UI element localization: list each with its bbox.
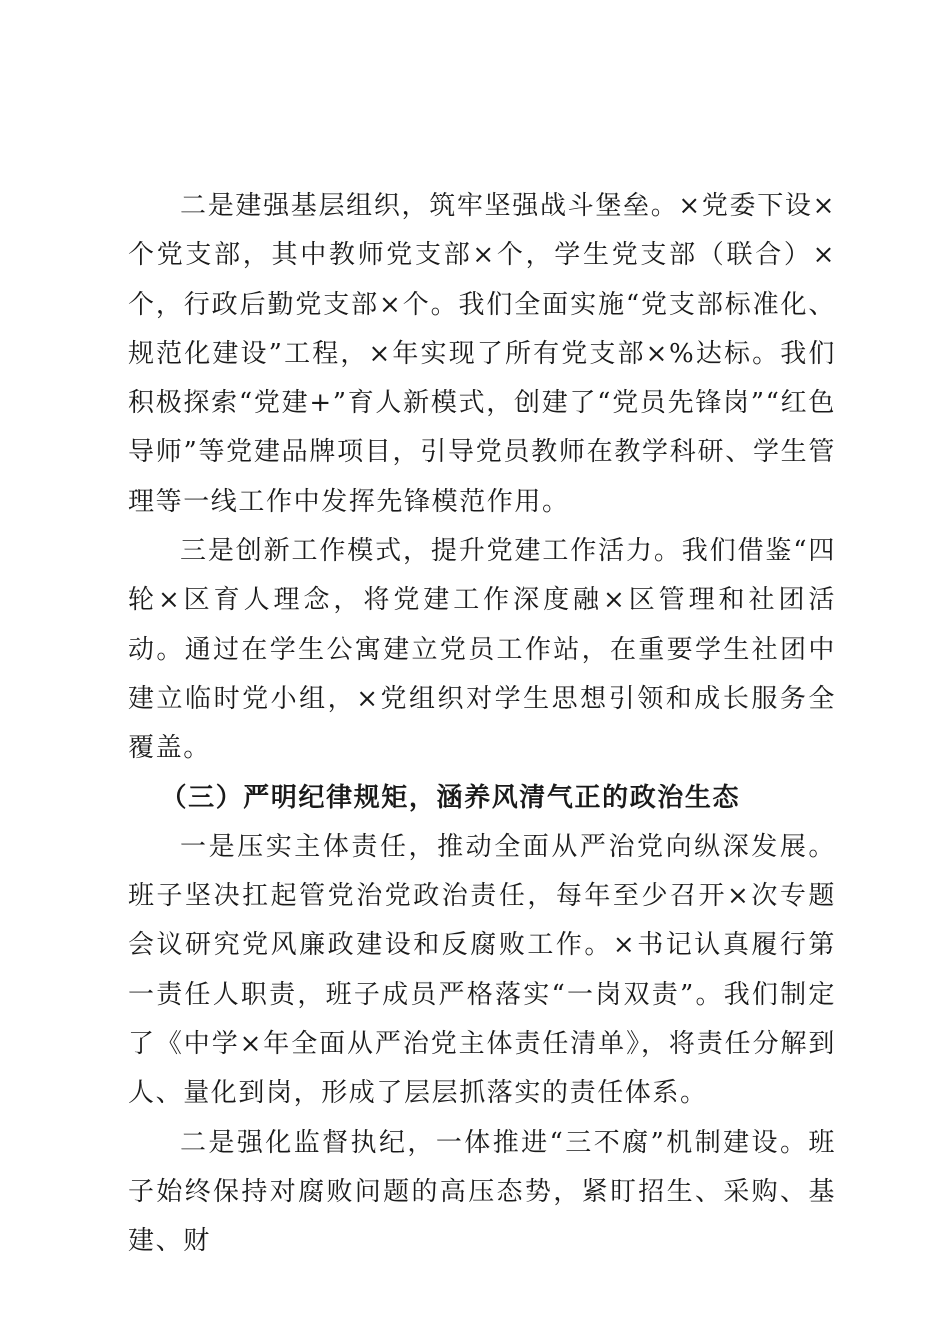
paragraph-organization: 二是建强基层组织，筑牢坚强战斗堡垒。×党委下设×个党支部，其中教师党支部×个，学生党支部（联合）×个，行政后勤党支部×个。我们全面实施“党支部标准化、规范化建设”工程，×年实现了所有党支部×%达标。我们积极探索“党建+”育人新模式，创建了“党员先锋岗”“红色导师”等党建品牌项目，引导党员教师在教学科研、学生管理等一线工作中发挥先锋模范作用。 bbox=[128, 191, 836, 517]
section-heading-discipline: （三）严明纪律规矩，涵养风清气正的政治生态 bbox=[160, 782, 741, 813]
paragraph-responsibility: 一是压实主体责任，推动全面从严治党向纵深发展。班子坚决扛起管党治党政治责任，每年至少召开×次专题会议研究党风廉政建设和反腐败工作。×书记认真履行第一责任人职责，班子成员严格落实“一岗双责”。我们制定了《中学×年全面从严治党主体责任清单》，将责任分解到人、量化到岗，形成了层层抓落实的责任体系。 bbox=[128, 831, 836, 1109]
paragraph-supervision: 二是强化监督执纪，一体推进“三不腐”机制建设。班子始终保持对腐败问题的高压态势，紧盯招生、采购、基建、财 bbox=[128, 1127, 836, 1257]
paragraph-work-mode: 三是创新工作模式，提升党建工作活力。我们借鉴“四轮×区育人理念，将党建工作深度融×区管理和社团活动。通过在学生公寓建立党员工作站，在重要学生社团中建立临时党小组，×党组织对学生思想引领和成长服务全覆盖。 bbox=[128, 536, 836, 764]
document-body bbox=[128, 182, 836, 1267]
